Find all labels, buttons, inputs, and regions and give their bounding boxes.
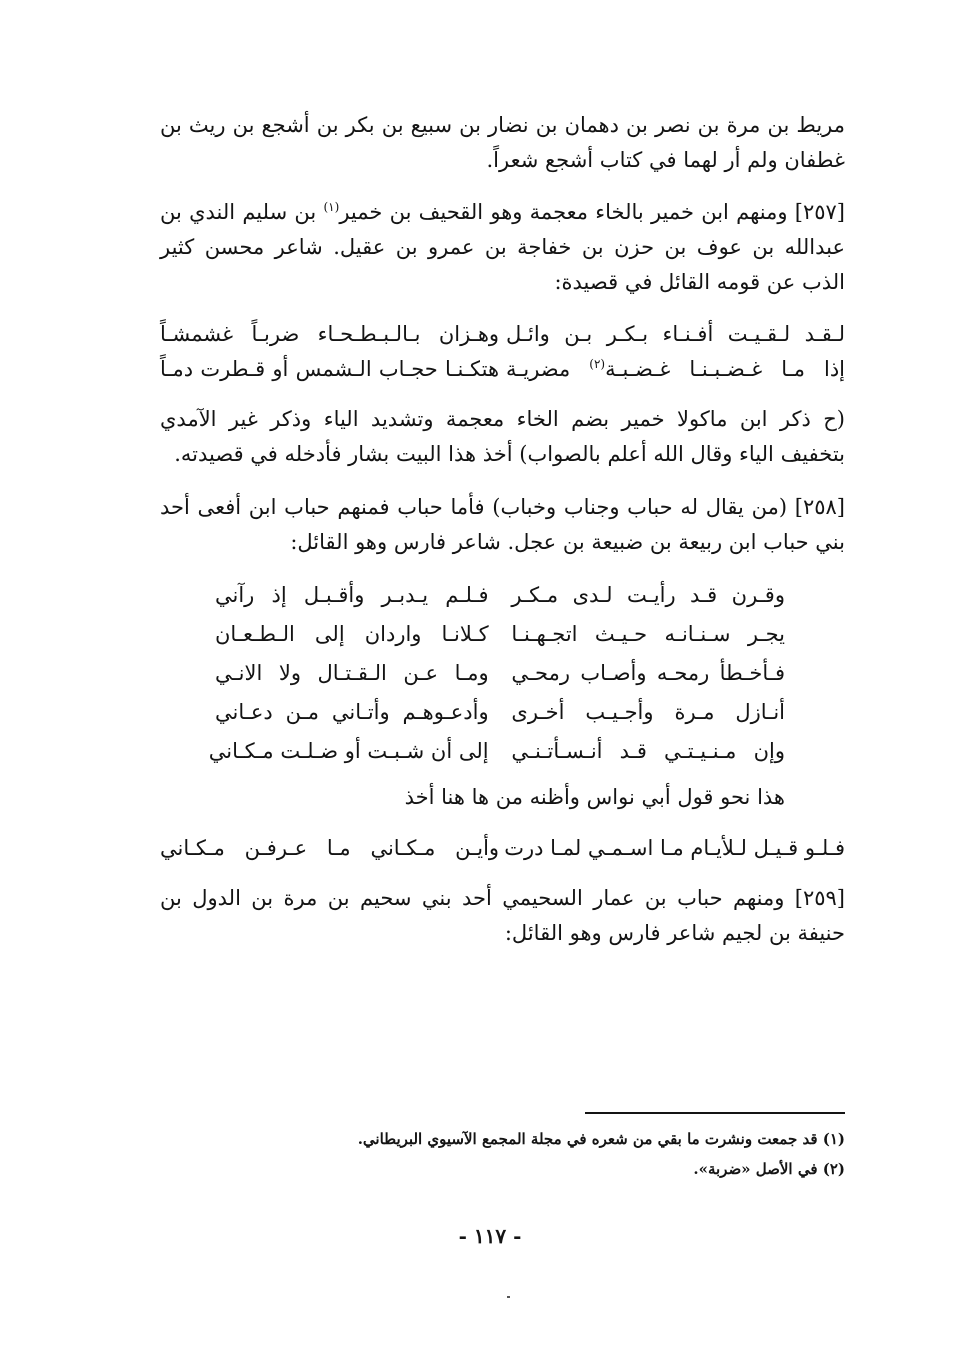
verse-line <box>215 693 785 732</box>
verse-second-hemistich: وهـزان بـالـبـطـحـاء ضربـاً غشمشـاً <box>160 322 500 346</box>
page-body <box>160 108 845 951</box>
verse-line <box>160 317 845 352</box>
footnote-ref-1: (١) <box>323 200 340 214</box>
verse-first-hemistich: وقـرن قـد رأيـت لـدى مـكـر <box>511 583 785 607</box>
paragraph-257-text: [٢٥٧] ومنهم ابن خمير بالخاء معجمة وهو القحيف بن خمير <box>339 200 845 224</box>
verse-first-hemistich <box>506 352 845 387</box>
verse-line <box>208 732 785 771</box>
verse-line <box>215 654 785 693</box>
verse-second-hemistich: ومـا عـن الـقـتـال ولا الانـي <box>215 661 489 685</box>
verse-line <box>215 576 785 615</box>
abu-nuwas-verse <box>160 831 845 866</box>
verse-text-tail: مضريـة <box>505 357 590 381</box>
abu-nuwas-note: هذا نحو قول أبي نواس وأظنه من ها هنا أخذ <box>404 785 785 809</box>
verse-second-hemistich: وأيـن مـكـاني مـا عـرفـن مـكـاني <box>160 836 500 860</box>
page-number: - ١١٧ - <box>458 1224 522 1248</box>
footnote-divider <box>585 1112 845 1114</box>
verse-second-hemistich: إلى أن شـبـت أو ضـلـت مـكـاني <box>208 739 489 763</box>
verse-second-hemistich: وأدعـوهـم وأتـاني مـن دعـاني <box>215 700 489 724</box>
paragraph-258: [٢٥٨] (من يقال له حباب وجناب وخباب) فأما حباب فمنهم حباب ابن أفعى أحد بني حباب ابن ربيعة بن ضبيعة بن عجل. شاعر فارس وهو القائل: <box>160 495 845 554</box>
footnote-1: (١) قد جمعت ونشرت ما بقي من شعره في مجلة المجمع الآسيوي البريطاني. <box>357 1130 845 1148</box>
verse-first-hemistich: لـقـد لـقـيـت أفـنـاء بـكـر بـن وائـل <box>505 322 845 346</box>
verse-line <box>215 615 785 654</box>
verse-first-hemistich: يجـر سـنـانـه حـيـث اتجـهـنـا <box>511 622 785 646</box>
verse-first-hemistich: أنـازل مـرة وأجـيـب أخـرى <box>511 700 785 724</box>
footnote-ref-2: (٢) <box>589 357 606 371</box>
verse-text: إذا مـا غـضـبـنـا غـضـبـة <box>605 357 846 381</box>
verse-second-hemistich: فـلـم يـدبـر وأقـبـل إذ رآني <box>215 583 489 607</box>
verse-first-hemistich: وإن مـنـيـتـي قـد أنـسـأتـنـي <box>511 739 785 763</box>
verse-second-hemistich: هتكـنـا حجـاب الـشمس أو قـطرت دمـاً <box>160 357 500 381</box>
paragraph-259: [٢٥٩] ومنهم حباب بن عمار السحيمي أحد بني سحيم بن مرة بن الدول بن حنيفة بن لجيم شاعر فارس وهو القائل: <box>160 886 845 945</box>
paragraph-257-rest: بن سليم الندي بن عبدالله بن عوف بن حزن بن خفاجة بن عمرو بن عقيل. شاعر محسن كثير الذب عن قومه القائل في قصيدة: <box>160 200 845 294</box>
scan-speck <box>507 1296 510 1298</box>
footnotes <box>160 1124 845 1184</box>
verse-first-hemistich: فـلـو قـيـل لـلأيـام مـا اسـمـي لمـا درت <box>504 836 845 860</box>
footnote-2: (٢) في الأصل «ضربة». <box>693 1160 845 1178</box>
paragraph-note: (ح ذكر ابن ماكولا خمير بضم الخاء معجمة وتشديد الياء وذكر غير الآمدي بتخفيف الياء وقال الله أعلم بالصواب) أخذ هذا البيت بشار فأدخله في قصيدته. <box>160 407 845 466</box>
poem-qasida-1 <box>160 317 845 387</box>
verse-line <box>160 831 845 866</box>
paragraph-257 <box>160 195 845 300</box>
verse-line <box>160 352 845 387</box>
paragraph-1: مريط بن مرة بن نصر بن دهمان بن نضار بن سبيع بن بكر بن أشجع بن ريث بن غطفان ولم أر لهما في كتاب أشجع شعراً. <box>160 113 845 172</box>
verse-first-hemistich: فـأخـطأ رمحـه وأصـاب رمحـي <box>511 661 785 685</box>
poem-qasida-2 <box>208 576 785 771</box>
verse-second-hemistich: كـلانـا واردان إلى الـطـعـان <box>215 622 489 646</box>
